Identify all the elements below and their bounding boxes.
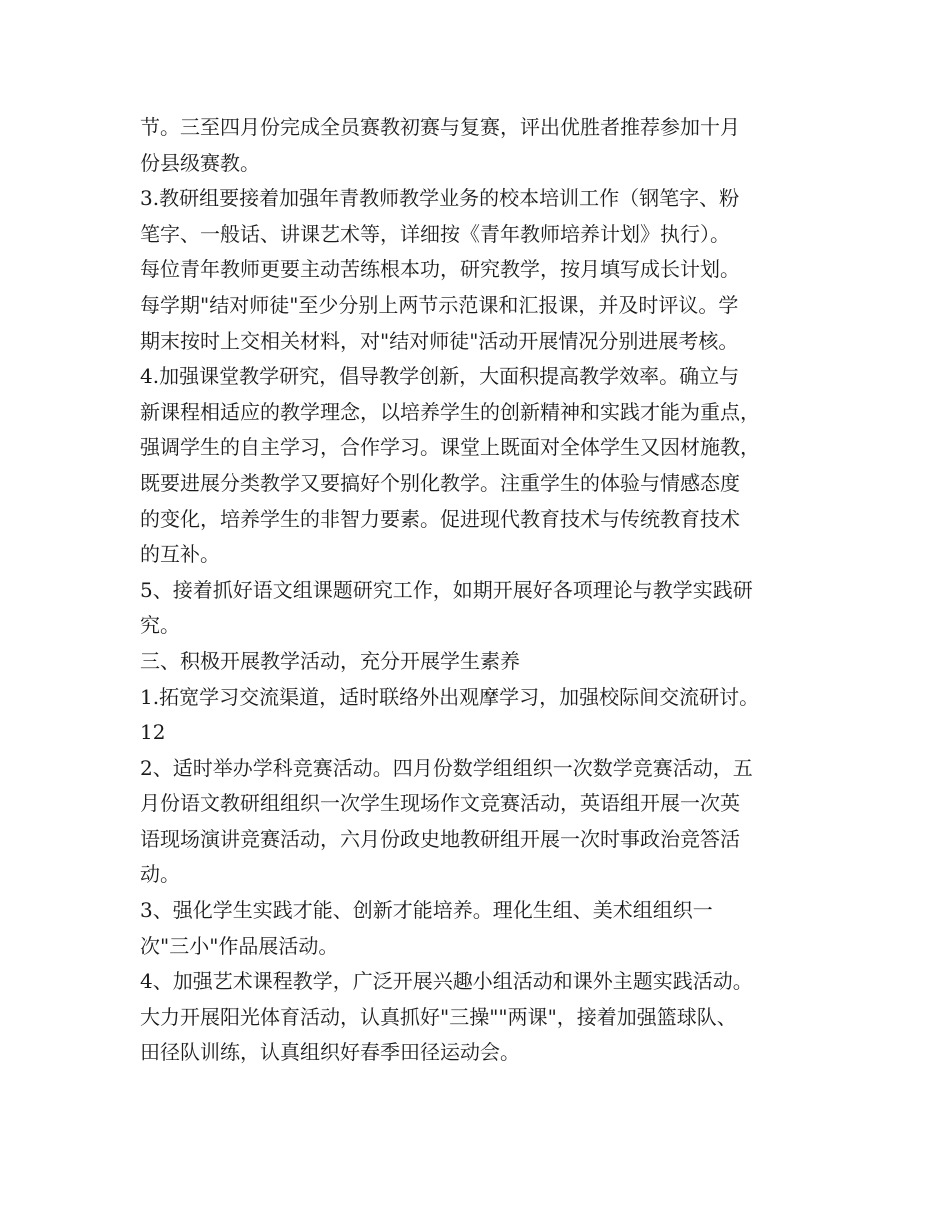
text-line: 究。 bbox=[140, 613, 180, 638]
text-line: 笔字、一般话、讲课艺术等，详细按《青年教师培养计划》执行）。 bbox=[140, 221, 730, 246]
text-line: 5、接着抓好语文组课题研究工作，如期开展好各项理论与教学实践研 bbox=[140, 577, 753, 602]
text-line: 既要进展分类教学又要搞好个别化教学。注重学生的体验与情感态度 bbox=[140, 470, 740, 495]
text-line: 份县级赛教。 bbox=[140, 150, 260, 175]
text-line: 动。 bbox=[140, 862, 180, 887]
text-line: 12 bbox=[140, 720, 166, 745]
text-line: 强调学生的自主学习，合作学习。课堂上既面对全体学生又因材施教， bbox=[140, 435, 760, 460]
text-line: 语现场演讲竞赛活动，六月份政史地教研组开展一次时事政治竞答活 bbox=[140, 826, 740, 851]
text-line: 4、加强艺术课程教学，广泛开展兴趣小组活动和课外主题实践活动。 bbox=[140, 969, 753, 994]
text-line: 期末按时上交相关材料，对"结对师徒"活动开展情况分别进展考核。 bbox=[140, 328, 739, 353]
text-line: 3.教研组要接着加强年青教师教学业务的校本培训工作（钢笔字、粉 bbox=[140, 186, 740, 211]
text-line: 大力开展阳光体育活动，认真抓好"三操""两课"，接着加强篮球队、 bbox=[140, 1004, 737, 1029]
text-line: 的互补。 bbox=[140, 542, 220, 567]
text-line: 1.拓宽学习交流渠道，适时联络外出观摩学习，加强校际间交流研讨。 bbox=[140, 684, 760, 709]
text-line: 新课程相适应的教学理念，以培养学生的创新精神和实践才能为重点， bbox=[140, 399, 760, 424]
text-line: 的变化，培养学生的非智力要素。促进现代教育技术与传统教育技术 bbox=[140, 506, 740, 531]
section-heading: 三、积极开展教学活动，充分开展学生素养 bbox=[140, 648, 520, 673]
text-line: 田径队训练，认真组织好春季田径运动会。 bbox=[140, 1040, 520, 1065]
text-line: 每学期"结对师徒"至少分别上两节示范课和汇报课，并及时评议。学 bbox=[140, 292, 739, 317]
text-line: 节。三至四月份完成全员赛教初赛与复赛，评出优胜者推荐参加十月 bbox=[140, 115, 740, 139]
document-body bbox=[140, 110, 830, 1071]
text-line: 次"三小"作品展活动。 bbox=[140, 933, 339, 958]
text-line: 3、强化学生实践才能、创新才能培养。理化生组、美术组组织一 bbox=[140, 898, 713, 923]
text-line: 月份语文教研组组织一次学生现场作文竞赛活动，英语组开展一次英 bbox=[140, 791, 740, 816]
text-line: 4.加强课堂教学研究，倡导教学创新，大面积提高教学效率。确立与 bbox=[140, 364, 740, 389]
text-line: 每位青年教师更要主动苦练根本功，研究教学，按月填写成长计划。 bbox=[140, 257, 740, 282]
text-line: 2、适时举办学科竞赛活动。四月份数学组组织一次数学竞赛活动，五 bbox=[140, 755, 753, 780]
